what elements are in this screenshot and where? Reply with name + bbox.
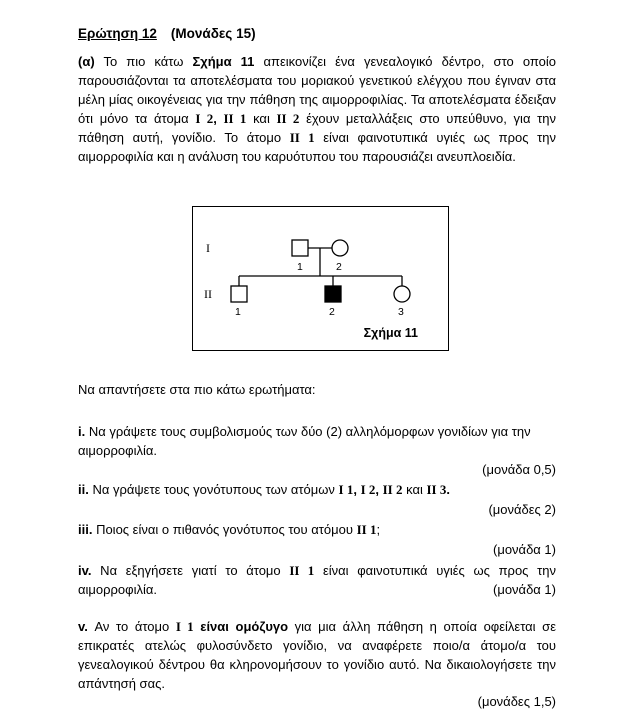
- intro-text-6: είναι φαινοτυπικά υγιές ως προς την αιμορροφιλία και η ανάλυση του καρυότυπου του παρουσιάζει ανευπλοειδία.: [78, 130, 557, 164]
- part-label: (α): [78, 54, 95, 69]
- item-v-text-2: για μια άλλη πάθηση η οποία οφείλεται σε επικρατές ατελώς φυλοσύνδετο γονίδιο, να αναφέρετε ποιο/α άτομο/α του γενεαλογικού δέντρου θα κληρονομήσουν το γονίδιο αυτό. Να δικαιολογήσετε την απάντησή σας.: [78, 619, 556, 691]
- item-ii-sep-2: ,: [375, 482, 383, 497]
- question-heading: [78, 26, 256, 41]
- intro-text-1: Το πιο κάτω: [94, 54, 193, 69]
- item-ii-ii2: ΙΙ 2: [382, 482, 403, 497]
- item-iv-label: iv.: [78, 563, 92, 578]
- answer-prompt: Να απαντήσετε στα πιο κάτω ερωτήματα:: [78, 382, 316, 397]
- item-v-homozygous: είναι ομόζυγο: [193, 619, 289, 634]
- pedigree-figure: [192, 206, 449, 351]
- item-iii-ii1: ΙΙ 1: [356, 522, 377, 537]
- intro-comma: ,: [213, 111, 224, 126]
- intro-individual-ii1: ΙΙ 1: [223, 111, 247, 126]
- label-i1: 1: [297, 261, 303, 273]
- label-ii2: 2: [329, 306, 335, 318]
- item-iv: [78, 561, 556, 580]
- individual-ii1-male: [231, 286, 247, 302]
- item-iv-ii1: ΙΙ 1: [289, 563, 315, 578]
- intro-text-4: και: [246, 111, 277, 126]
- item-v-points: (μονάδες 1,5): [477, 694, 556, 709]
- figure-caption: Σχήμα 11: [363, 326, 418, 340]
- question-points: (Μονάδες 15): [170, 26, 256, 41]
- individual-i1-male: [292, 240, 308, 256]
- label-ii1: 1: [235, 306, 241, 318]
- item-i-label: i.: [78, 424, 86, 439]
- item-ii-i2: Ι 2: [360, 482, 376, 497]
- item-v: [78, 617, 556, 693]
- item-iv-line-2: αιμορροφιλία.: [78, 582, 157, 597]
- item-v-i1: Ι 1: [175, 619, 194, 634]
- item-iii-end: ;: [376, 522, 381, 537]
- individual-ii3-female: [394, 286, 410, 302]
- item-ii-sep-1: ,: [353, 482, 361, 497]
- item-ii-and: και: [402, 482, 427, 497]
- individual-i2-female: [332, 240, 348, 256]
- intro-paragraph: [78, 52, 556, 166]
- item-iii: [78, 520, 556, 539]
- item-i-text: Να γράψετε τους συμβολισμούς των δύο (2) αλληλόμορφων γονιδίων για την αιμορροφιλία.: [78, 424, 531, 458]
- individual-ii2-affected-male: [325, 286, 341, 302]
- label-i2: 2: [336, 261, 342, 273]
- item-iv-points: (μονάδα 1): [493, 582, 556, 597]
- item-ii-period: .: [446, 482, 450, 497]
- intro-individual-ii1-b: ΙΙ 1: [289, 130, 315, 145]
- item-ii-points: (μονάδες 2): [488, 502, 556, 517]
- intro-individual-ii2: ΙΙ 2: [276, 111, 300, 126]
- item-ii-i1: Ι 1: [338, 482, 354, 497]
- item-iii-text: Ποιος είναι ο πιθανός γονότυπος του ατόμου: [92, 522, 357, 537]
- item-v-label: v.: [78, 619, 88, 634]
- item-v-text-1: Αν το άτομο: [87, 619, 176, 634]
- item-iii-points: (μονάδα 1): [493, 542, 556, 557]
- item-iv-text-1: Να εξηγήσετε γιατί το άτομο: [91, 563, 290, 578]
- intro-text-5: έχουν μεταλλάξεις στο υπεύθυνο, για την πάθηση αυτή, γονίδιο. Το άτομο: [78, 111, 556, 145]
- item-i: [78, 422, 556, 460]
- item-ii-text: Να γράψετε τους γονότυπους των ατόμων: [88, 482, 339, 497]
- item-i-points: (μονάδα 0,5): [482, 462, 556, 477]
- generation-label-ii: II: [204, 287, 212, 301]
- item-ii-label: ii.: [78, 482, 89, 497]
- intro-figure-ref: Σχήμα 11: [192, 54, 255, 69]
- question-title: Ερώτηση 12: [78, 26, 157, 41]
- item-iv-text-2: είναι φαινοτυπικά υγιές ως προς την: [314, 563, 556, 578]
- intro-text-2: απεικονίζει ένα γενεαλογικό δέντρο, στο οποίο παρουσιάζονται τα αποτελέσματα του μοριακού γενετικού ελέγχου που έγιναν στα μέλη μίας οικογένειας για την πάθηση της αιμορροφιλίας. Τα αποτελέσματα έδειξαν ότι μόνο τα άτομα: [78, 54, 556, 126]
- item-ii-ii3: ΙΙ 3: [426, 482, 447, 497]
- label-ii3: 3: [398, 306, 404, 318]
- item-iii-label: iii.: [78, 522, 93, 537]
- generation-label-i: I: [206, 241, 210, 255]
- item-ii: [78, 480, 556, 499]
- intro-individual-i2: Ι 2: [195, 111, 214, 126]
